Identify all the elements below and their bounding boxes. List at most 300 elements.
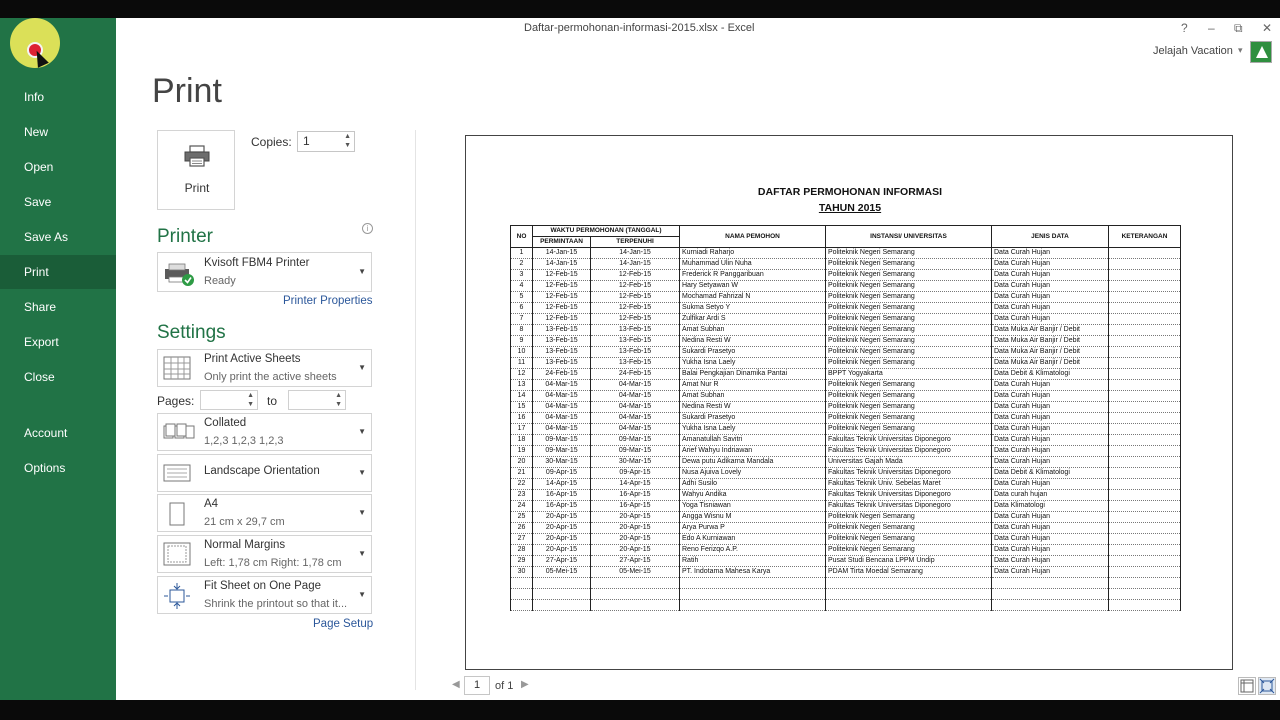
close-window-icon[interactable]: ✕ (1262, 21, 1273, 35)
table-cell: 14-Jan-15 (533, 259, 591, 270)
table-cell: 11 (511, 358, 533, 369)
table-cell (1109, 490, 1181, 501)
collated-icon (163, 422, 195, 442)
table-cell (680, 600, 826, 611)
table-cell: 20-Apr-15 (533, 523, 591, 534)
table-cell: Amanatullah Savitri (680, 435, 826, 446)
table-cell: Nedina Resti W (680, 402, 826, 413)
table-row (511, 270, 1181, 281)
minimize-icon[interactable]: – (1208, 21, 1215, 35)
sidebar-item-open[interactable]: Open (24, 160, 54, 174)
previous-page-icon[interactable]: ◀ (452, 679, 460, 690)
chevron-down-icon: ▼ (358, 427, 366, 436)
table-row (511, 336, 1181, 347)
account-name[interactable]: Jelajah Vacation (1153, 45, 1233, 57)
table-cell: Edo A Kurniawan (680, 534, 826, 545)
table-cell: Data Curah Hujan (992, 303, 1109, 314)
table-cell (1109, 336, 1181, 347)
scaling-main: Fit Sheet on One Page (204, 580, 321, 592)
table-cell: Fakultas Teknik Universitas Diponegoro (826, 490, 992, 501)
table-cell (680, 578, 826, 589)
printer-icon (184, 145, 210, 167)
table-cell: 09-Mar-15 (533, 435, 591, 446)
table-cell: Politeknik Negeri Semarang (826, 259, 992, 270)
table-cell: Angga Wisnu M (680, 512, 826, 523)
table-cell: 09-Apr-15 (591, 468, 680, 479)
table-cell: Wahyu Andika (680, 490, 826, 501)
table-cell: 7 (511, 314, 533, 325)
chevron-down-icon: ▼ (358, 549, 366, 558)
table-row (511, 281, 1181, 292)
table-cell: Politeknik Negeri Semarang (826, 402, 992, 413)
printer-section-title: Printer (157, 226, 213, 247)
table-cell: 19 (511, 446, 533, 457)
table-cell: Yukha Isna Laely (680, 424, 826, 435)
table-cell (1109, 424, 1181, 435)
table-cell: 05-Mei-15 (591, 567, 680, 578)
table-cell: Zulfikar Ardi S (680, 314, 826, 325)
table-cell: Data Debit & Klimatologi (992, 468, 1109, 479)
table-cell (1109, 501, 1181, 512)
table-row (511, 358, 1181, 369)
table-cell: Politeknik Negeri Semarang (826, 512, 992, 523)
paper-icon (163, 501, 191, 527)
table-cell: 10 (511, 347, 533, 358)
table-cell: 28 (511, 545, 533, 556)
table-cell: Data Curah Hujan (992, 435, 1109, 446)
table-cell: Politeknik Negeri Semarang (826, 424, 992, 435)
table-cell: Muhammad Ulin Nuha (680, 259, 826, 270)
sidebar-item-export[interactable]: Export (24, 335, 59, 349)
table-cell: 12-Feb-15 (591, 303, 680, 314)
table-cell: Politeknik Negeri Semarang (826, 358, 992, 369)
backstage-sidebar (0, 18, 116, 700)
table-cell: Nusa Ajuiva Lovely (680, 468, 826, 479)
table-cell: 04-Mar-15 (591, 402, 680, 413)
spin-up-icon[interactable]: ▲ (247, 392, 254, 399)
table-cell: 21 (511, 468, 533, 479)
table-cell: 22 (511, 479, 533, 490)
table-cell: 12-Feb-15 (533, 292, 591, 303)
table-cell: 1 (511, 248, 533, 259)
table-cell: Data Curah Hujan (992, 413, 1109, 424)
table-row (511, 402, 1181, 413)
paper-size-dropdown[interactable] (157, 494, 372, 532)
zoom-to-page-icon[interactable] (1258, 677, 1276, 695)
window-title: Daftar-permohonan-informasi-2015.xlsx - Excel (524, 22, 755, 34)
table-cell (1109, 512, 1181, 523)
table-cell (591, 600, 680, 611)
pages-to-input[interactable] (288, 390, 346, 410)
table-row (511, 424, 1181, 435)
table-cell: 2 (511, 259, 533, 270)
table-cell: 13 (511, 380, 533, 391)
header-waktu: WAKTU PERMOHONAN (TANGGAL) (533, 226, 680, 237)
table-cell: 13-Feb-15 (591, 358, 680, 369)
table-cell (511, 589, 533, 600)
header-keterangan: KETERANGAN (1109, 226, 1181, 248)
table-cell (1109, 479, 1181, 490)
copies-value: 1 (303, 134, 310, 148)
table-cell (1109, 589, 1181, 600)
table-cell: Data Curah Hujan (992, 259, 1109, 270)
print-button[interactable] (157, 130, 235, 210)
zoom-page-icon (1259, 678, 1275, 694)
table-cell (1109, 435, 1181, 446)
spin-up-icon[interactable]: ▲ (344, 133, 351, 140)
table-cell (1109, 358, 1181, 369)
page-title: Print (152, 72, 222, 110)
table-cell: Frederick R Panggaribuan (680, 270, 826, 281)
table-cell: 14-Apr-15 (533, 479, 591, 490)
table-cell: 20 (511, 457, 533, 468)
table-cell: 13-Feb-15 (533, 336, 591, 347)
table-row (511, 490, 1181, 501)
header-permintaan: PERMINTAAN (533, 237, 591, 248)
table-cell: 16-Apr-15 (591, 490, 680, 501)
table-row (511, 446, 1181, 457)
account-avatar[interactable] (1250, 41, 1272, 63)
table-cell: Data Muka Air Banjir / Debit (992, 336, 1109, 347)
margins-sub: Left: 1,78 cm Right: 1,78 cm (204, 557, 342, 569)
table-cell: Data Curah Hujan (992, 523, 1109, 534)
table-cell: 30-Mar-15 (533, 457, 591, 468)
table-cell (1109, 380, 1181, 391)
table-cell: 24 (511, 501, 533, 512)
table-cell: Dewa putu Adikarna Mandala (680, 457, 826, 468)
table-cell (1109, 248, 1181, 259)
next-page-icon[interactable]: ▶ (521, 679, 529, 690)
table-cell: 04-Mar-15 (533, 413, 591, 424)
screen-top-bar (0, 0, 1280, 18)
restore-icon[interactable]: ⧉ (1234, 21, 1243, 35)
table-cell: 12-Feb-15 (591, 292, 680, 303)
table-cell: Sukardi Prasetyo (680, 413, 826, 424)
table-cell: 14-Jan-15 (591, 248, 680, 259)
table-cell: 27-Apr-15 (591, 556, 680, 567)
spin-up-icon[interactable]: ▲ (335, 392, 342, 399)
print-what-dropdown[interactable] (157, 349, 372, 387)
table-cell (992, 600, 1109, 611)
table-cell: 4 (511, 281, 533, 292)
table-cell: 15 (511, 402, 533, 413)
table-cell: 8 (511, 325, 533, 336)
table-row (511, 468, 1181, 479)
fit-sheet-icon (163, 582, 191, 610)
sidebar-item-options[interactable]: Options (24, 461, 66, 475)
table-cell: Data Muka Air Banjir / Debit (992, 325, 1109, 336)
table-cell: Politeknik Negeri Semarang (826, 314, 992, 325)
table-cell: Data Curah Hujan (992, 270, 1109, 281)
table-cell (826, 578, 992, 589)
table-cell: 12-Feb-15 (533, 281, 591, 292)
print-button-label: Print (184, 181, 210, 195)
header-nama: NAMA PEMOHON (680, 226, 826, 248)
table-cell: 04-Mar-15 (591, 380, 680, 391)
table-cell: 13-Feb-15 (591, 336, 680, 347)
copies-label: Copies: (251, 135, 292, 149)
paper-size-main: A4 (204, 498, 219, 510)
table-cell (1109, 523, 1181, 534)
table-cell (1109, 468, 1181, 479)
table-row (511, 248, 1181, 259)
table-row (511, 512, 1181, 523)
table-cell: Data Muka Air Banjir / Debit (992, 358, 1109, 369)
margins-icon (163, 542, 191, 566)
table-cell: 14-Apr-15 (591, 479, 680, 490)
table-cell (992, 578, 1109, 589)
table-row (511, 457, 1181, 468)
sidebar-item-new[interactable]: New (24, 125, 49, 139)
table-cell (1109, 369, 1181, 380)
chevron-down-icon: ▼ (358, 468, 366, 477)
table-cell: 20-Apr-15 (533, 534, 591, 545)
table-cell: 04-Mar-15 (533, 391, 591, 402)
table-cell: 12-Feb-15 (591, 281, 680, 292)
table-cell: Politeknik Negeri Semarang (826, 534, 992, 545)
table-cell: Data Muka Air Banjir / Debit (992, 347, 1109, 358)
table-cell: Amat Nur R (680, 380, 826, 391)
table-cell: 6 (511, 303, 533, 314)
table-cell: Data Klimatologi (992, 501, 1109, 512)
table-cell: Amat Subhan (680, 391, 826, 402)
table-cell: 24-Feb-15 (591, 369, 680, 380)
table-cell: Yoga Tisniawan (680, 501, 826, 512)
chevron-down-icon: ▼ (358, 590, 366, 599)
table-cell: Politeknik Negeri Semarang (826, 380, 992, 391)
page-setup-link[interactable]: Page Setup (313, 618, 374, 630)
table-cell (826, 589, 992, 600)
table-cell: 04-Mar-15 (533, 402, 591, 413)
table-cell: 9 (511, 336, 533, 347)
table-cell: Politeknik Negeri Semarang (826, 413, 992, 424)
table-cell: 13-Feb-15 (591, 347, 680, 358)
chevron-down-icon: ▼ (358, 363, 366, 372)
copies-input[interactable] (297, 131, 355, 152)
table-cell: Data Curah Hujan (992, 512, 1109, 523)
table-cell: 20-Apr-15 (591, 523, 680, 534)
table-cell (591, 589, 680, 600)
table-cell: Politeknik Negeri Semarang (826, 270, 992, 281)
pages-label: Pages: (157, 394, 195, 408)
sidebar-item-account[interactable]: Account (24, 426, 68, 440)
table-cell: Politeknik Negeri Semarang (826, 545, 992, 556)
table-cell: 24-Feb-15 (533, 369, 591, 380)
printer-properties-link[interactable]: Printer Properties (283, 295, 373, 307)
table-cell: Politeknik Negeri Semarang (826, 391, 992, 402)
table-cell: PT. Indotama Mahesa Karya (680, 567, 826, 578)
table-cell: 09-Mar-15 (591, 446, 680, 457)
collation-dropdown[interactable] (157, 413, 372, 451)
table-cell (511, 600, 533, 611)
table-cell: 05-Mei-15 (533, 567, 591, 578)
table-cell (1109, 259, 1181, 270)
table-cell: Hary Setyawan W (680, 281, 826, 292)
spin-down-icon[interactable]: ▼ (335, 401, 342, 408)
show-margins-icon[interactable] (1238, 677, 1256, 695)
margins-dropdown[interactable] (157, 535, 372, 573)
table-cell: BPPT Yogyakarta (826, 369, 992, 380)
table-cell (1109, 545, 1181, 556)
table-cell: 20-Apr-15 (591, 545, 680, 556)
table-cell: Data Curah Hujan (992, 534, 1109, 545)
table-cell: 20-Apr-15 (533, 512, 591, 523)
table-row (511, 347, 1181, 358)
table-row (511, 567, 1181, 578)
table-cell: 12-Feb-15 (533, 270, 591, 281)
table-cell: Politeknik Negeri Semarang (826, 523, 992, 534)
table-cell: Data Curah Hujan (992, 545, 1109, 556)
sidebar-item-share[interactable]: Share (24, 300, 57, 314)
table-cell: Yukha Isna Laely (680, 358, 826, 369)
table-cell (1109, 600, 1181, 611)
table-row (511, 534, 1181, 545)
table-cell: 12-Feb-15 (591, 270, 680, 281)
table-cell: Balai Pengkajian Dinamika Pantai (680, 369, 826, 380)
sidebar-item-info[interactable]: Info (24, 90, 45, 104)
sidebar-item-save-as[interactable]: Save As (24, 230, 69, 244)
table-cell (591, 578, 680, 589)
table-cell: Universitas Gajah Mada (826, 457, 992, 468)
table-cell: 04-Mar-15 (533, 424, 591, 435)
table-cell (1109, 325, 1181, 336)
table-cell (1109, 413, 1181, 424)
table-cell (533, 600, 591, 611)
table-row (511, 413, 1181, 424)
spin-down-icon[interactable]: ▼ (344, 142, 351, 149)
table-cell (1109, 457, 1181, 468)
table-cell: Arief Wahyu Indriawan (680, 446, 826, 457)
table-cell (1109, 270, 1181, 281)
table-cell: 20-Apr-15 (591, 512, 680, 523)
table-cell: Politeknik Negeri Semarang (826, 292, 992, 303)
table-cell: Data Curah Hujan (992, 457, 1109, 468)
table-cell: 16 (511, 413, 533, 424)
table-cell: 04-Mar-15 (591, 413, 680, 424)
table-cell: Sukardi Prasetyo (680, 347, 826, 358)
table-row (511, 391, 1181, 402)
orientation-dropdown[interactable] (157, 454, 372, 492)
spin-down-icon[interactable]: ▼ (247, 401, 254, 408)
preview-table-body (511, 248, 1181, 611)
table-cell: Politeknik Negeri Semarang (826, 248, 992, 259)
table-cell (1109, 578, 1181, 589)
sheet-grid-icon (163, 356, 191, 380)
scaling-dropdown[interactable] (157, 576, 372, 614)
page-number-input[interactable]: 1 (464, 676, 490, 695)
table-cell: Amat Subhan (680, 325, 826, 336)
table-cell: 25 (511, 512, 533, 523)
table-cell: 30-Mar-15 (591, 457, 680, 468)
table-cell: 29 (511, 556, 533, 567)
table-cell: Data Curah Hujan (992, 402, 1109, 413)
printer-dropdown[interactable] (157, 252, 372, 292)
table-row (511, 600, 1181, 611)
table-cell (511, 578, 533, 589)
table-cell: Kurniadi Raharjo (680, 248, 826, 259)
table-cell: 5 (511, 292, 533, 303)
table-cell: Fakultas Teknik Universitas Diponegoro (826, 501, 992, 512)
table-cell: 30 (511, 567, 533, 578)
page-count: of 1 (495, 680, 514, 692)
table-cell: 09-Mar-15 (591, 435, 680, 446)
table-cell: Data curah hujan (992, 490, 1109, 501)
table-cell: 09-Mar-15 (533, 446, 591, 457)
table-cell: Politeknik Negeri Semarang (826, 347, 992, 358)
document-title: DAFTAR PERMOHONAN INFORMASI (757, 186, 943, 198)
table-cell: Mochamad Fahrizal N (680, 292, 826, 303)
table-cell (1109, 556, 1181, 567)
printer-device-icon (163, 261, 195, 287)
info-icon[interactable]: i (362, 223, 373, 234)
table-cell (1109, 446, 1181, 457)
table-cell: 04-Mar-15 (591, 391, 680, 402)
help-icon[interactable]: ? (1181, 21, 1188, 35)
print-what-sub: Only print the active sheets (204, 371, 337, 383)
table-cell: Data Curah Hujan (992, 424, 1109, 435)
chevron-down-icon: ▼ (358, 508, 366, 517)
table-cell: Data Curah Hujan (992, 281, 1109, 292)
table-row (511, 314, 1181, 325)
table-cell: Data Curah Hujan (992, 380, 1109, 391)
table-cell: Fakultas Teknik Univ. Sebelas Maret (826, 479, 992, 490)
table-cell: Data Curah Hujan (992, 248, 1109, 259)
paper-size-sub: 21 cm x 29,7 cm (204, 516, 285, 528)
table-row (511, 380, 1181, 391)
header-terpenuhi: TERPENUHI (591, 237, 680, 248)
table-cell: Data Curah Hujan (992, 567, 1109, 578)
table-row (511, 578, 1181, 589)
table-cell (1109, 402, 1181, 413)
sidebar-item-close[interactable]: Close (24, 370, 55, 384)
table-cell (1109, 292, 1181, 303)
table-cell (1109, 534, 1181, 545)
document-subtitle: TAHUN 2015 (818, 202, 882, 214)
table-cell: 20-Apr-15 (591, 534, 680, 545)
table-cell: Politeknik Negeri Semarang (826, 336, 992, 347)
table-cell: Data Debit & Klimatologi (992, 369, 1109, 380)
table-cell: 13-Feb-15 (533, 325, 591, 336)
header-jenis: JENIS DATA (992, 226, 1109, 248)
settings-section-title: Settings (157, 322, 226, 343)
table-cell: Data Curah Hujan (992, 479, 1109, 490)
table-cell: Fakultas Teknik Universitas Diponegoro (826, 468, 992, 479)
sidebar-item-save[interactable]: Save (24, 195, 52, 209)
table-cell: Data Curah Hujan (992, 556, 1109, 567)
table-cell (1109, 303, 1181, 314)
table-cell: Fakultas Teknik Universitas Diponegoro (826, 435, 992, 446)
table-cell (992, 589, 1109, 600)
table-cell: 14 (511, 391, 533, 402)
table-cell: 13-Feb-15 (533, 358, 591, 369)
table-cell: 18 (511, 435, 533, 446)
table-cell: Ratih (680, 556, 826, 567)
table-row (511, 259, 1181, 270)
table-cell: 17 (511, 424, 533, 435)
account-caret-icon[interactable]: ▾ (1238, 45, 1243, 55)
table-cell: Pusat Studi Bencana LPPM Undip (826, 556, 992, 567)
sidebar-item-print[interactable]: Print (0, 255, 116, 289)
table-cell (533, 578, 591, 589)
table-row (511, 556, 1181, 567)
table-cell: 23 (511, 490, 533, 501)
margins-main: Normal Margins (204, 539, 286, 551)
pages-from-input[interactable] (200, 390, 258, 410)
table-cell (1109, 314, 1181, 325)
screen-bottom-bar (0, 700, 1280, 720)
table-cell: 13-Feb-15 (591, 325, 680, 336)
table-cell: 16-Apr-15 (533, 501, 591, 512)
